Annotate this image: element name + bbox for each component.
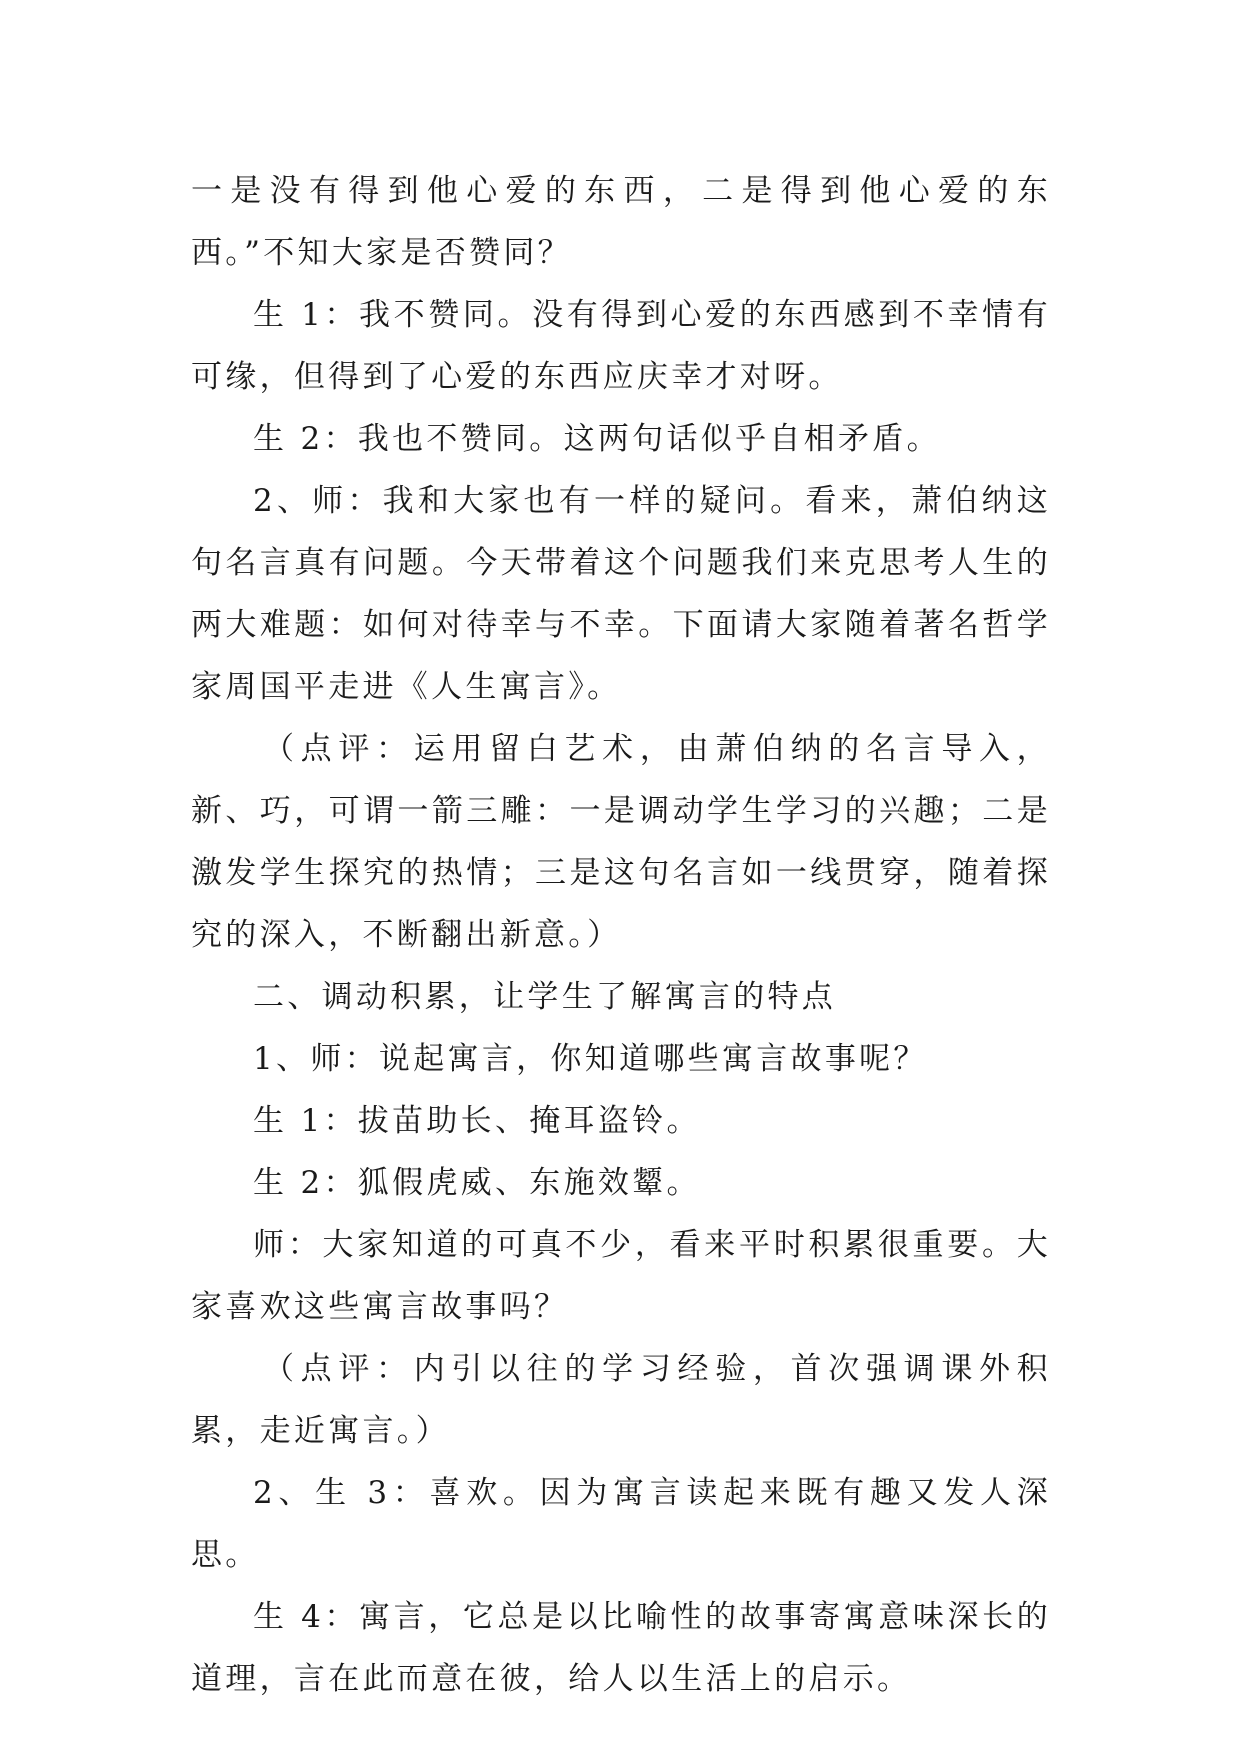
paragraph-student-3-response: 2、生 3：喜欢。因为寓言读起来既有趣又发人深思。 [191,1475,1051,1573]
paragraph-student-1-response: 生 1：我不赞同。没有得到心爱的东西感到不幸情有可缘，但得到了心爱的东西应庆幸才对呀。 [191,297,1051,395]
paragraph-commentary-2: （点评：内引以往的学习经验，首次强调课外积累，走近寓言。） [191,1351,1051,1449]
paragraph-commentary-1: （点评：运用留白艺术，由萧伯纳的名言导入，新、巧，可谓一箭三雕：一是调动学生学习的兴趣；二是激发学生探究的热情；三是这句名言如一线贯穿，随着探究的深入，不断翻出新意。） [191,731,1051,953]
paragraph-student-2-fables: 生 2：狐假虎威、东施效颦。 [253,1165,701,1201]
paragraph-teacher-fable-question: 1、师：说起寓言，你知道哪些寓言故事呢？ [253,1041,928,1077]
paragraph-teacher-question-2: 2、师：我和大家也有一样的疑问。看来，萧伯纳这句名言真有问题。今天带着这个问题我们来克思考人生的两大难题：如何对待幸与不幸。下面请大家随着著名哲学家周国平走进《人生寓言》。 [191,483,1051,705]
paragraph-opening-quote-end: 一是没有得到他心爱的东西，二是得到他心爱的东西。”不知大家是否赞同？ [191,173,1051,271]
paragraph-student-4-response: 生 4：寓言，它总是以比喻性的故事寄寓意味深长的道理，言在此而意在彼，给人以生活上的启示。 [191,1599,1051,1697]
paragraph-teacher-followup: 师：大家知道的可真不少，看来平时积累很重要。大家喜欢这些寓言故事吗？ [191,1227,1051,1325]
paragraph-student-1-fables: 生 1：拔苗助长、掩耳盗铃。 [253,1103,701,1139]
document-body [191,160,1051,1710]
paragraph-student-2-response: 生 2：我也不赞同。这两句话似乎自相矛盾。 [253,421,941,457]
section-heading-2: 二、调动积累，让学生了解寓言的特点 [253,979,837,1015]
